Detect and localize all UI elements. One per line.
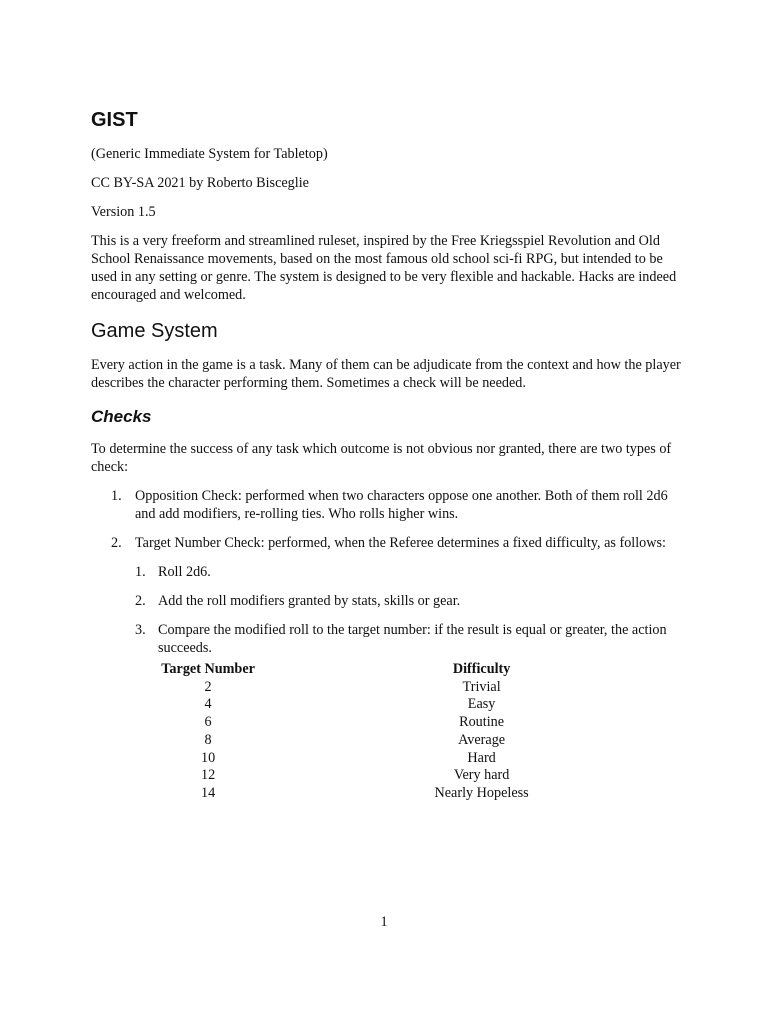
table-row — [139, 732, 686, 750]
license-line: CC BY-SA 2021 by Roberto Bisceglie — [91, 175, 309, 191]
document-title: GIST — [91, 109, 138, 131]
checks-intro: To determine the success of any task which outcome is not obvious nor granted, there are two types of check: — [91, 441, 672, 475]
target-number-steps — [135, 563, 686, 657]
table-cell: Trivial — [462, 678, 501, 695]
table-cell: Average — [458, 731, 506, 748]
table-header-row — [139, 661, 686, 679]
game-system-heading: Game System — [91, 320, 218, 342]
document-subtitle: (Generic Immediate System for Tabletop) — [91, 146, 328, 162]
check-types-list — [91, 487, 686, 657]
table-cell: 14 — [201, 784, 216, 801]
table-cell: Easy — [467, 696, 496, 713]
version-line: Version 1.5 — [91, 204, 156, 220]
table-cell: 4 — [204, 696, 212, 713]
list-item-text: Add the roll modifiers granted by stats, skills or gear. — [158, 593, 461, 609]
table-row — [139, 714, 686, 732]
page-content — [91, 107, 686, 803]
list-item — [135, 592, 686, 610]
table-row — [139, 750, 686, 768]
list-number: 2. — [135, 593, 146, 609]
table-cell: 10 — [201, 749, 216, 766]
table-cell: 12 — [201, 767, 216, 784]
table-cell: Hard — [467, 749, 496, 766]
list-item-text: Compare the modified roll to the target number: if the result is equal or greater, the action succeeds. — [158, 622, 667, 656]
list-number: 2. — [111, 535, 122, 551]
table-row — [139, 679, 686, 697]
game-system-paragraph: Every action in the game is a task. Many of them can be adjudicate from the context and how the player describes the character performing them. Sometimes a check will be needed. — [91, 357, 681, 391]
list-item — [135, 563, 686, 581]
table-cell: Routine — [459, 714, 505, 731]
table-cell: Very hard — [453, 767, 510, 784]
list-item-text: Opposition Check: performed when two characters oppose one another. Both of them roll 2d6 and add modifiers, re-rolling ties. Who rolls higher wins. — [135, 488, 668, 522]
list-item — [91, 534, 686, 657]
list-number: 1. — [111, 488, 122, 504]
list-item-text: Roll 2d6. — [158, 564, 211, 580]
table-row — [139, 785, 686, 803]
table-row — [139, 696, 686, 714]
table-cell: Nearly Hopeless — [434, 784, 529, 801]
list-item-text: Target Number Check: performed, when the Referee determines a fixed difficulty, as follows: — [135, 535, 666, 551]
difficulty-table — [139, 661, 686, 803]
column-header-difficulty: Difficulty — [452, 661, 511, 677]
table-cell: 2 — [204, 678, 212, 695]
list-number: 1. — [135, 564, 146, 580]
table-cell: 6 — [204, 714, 212, 731]
intro-paragraph: This is a very freeform and streamlined ruleset, inspired by the Free Kriegsspiel Revolution and Old School Renaissance movements, based on the most famous old school sci-fi RPG, but intended to be used in any setting or genre. The system is designed to be very flexible and hackable. Hacks are indeed encouraged and welcomed. — [91, 233, 677, 303]
list-item — [91, 487, 686, 523]
table-cell: 8 — [204, 731, 212, 748]
column-header-target-number: Target Number — [161, 661, 255, 677]
checks-heading: Checks — [91, 407, 152, 426]
list-item — [135, 621, 686, 657]
page-number: 1 — [380, 914, 388, 930]
list-number: 3. — [135, 622, 146, 638]
table-row — [139, 767, 686, 785]
